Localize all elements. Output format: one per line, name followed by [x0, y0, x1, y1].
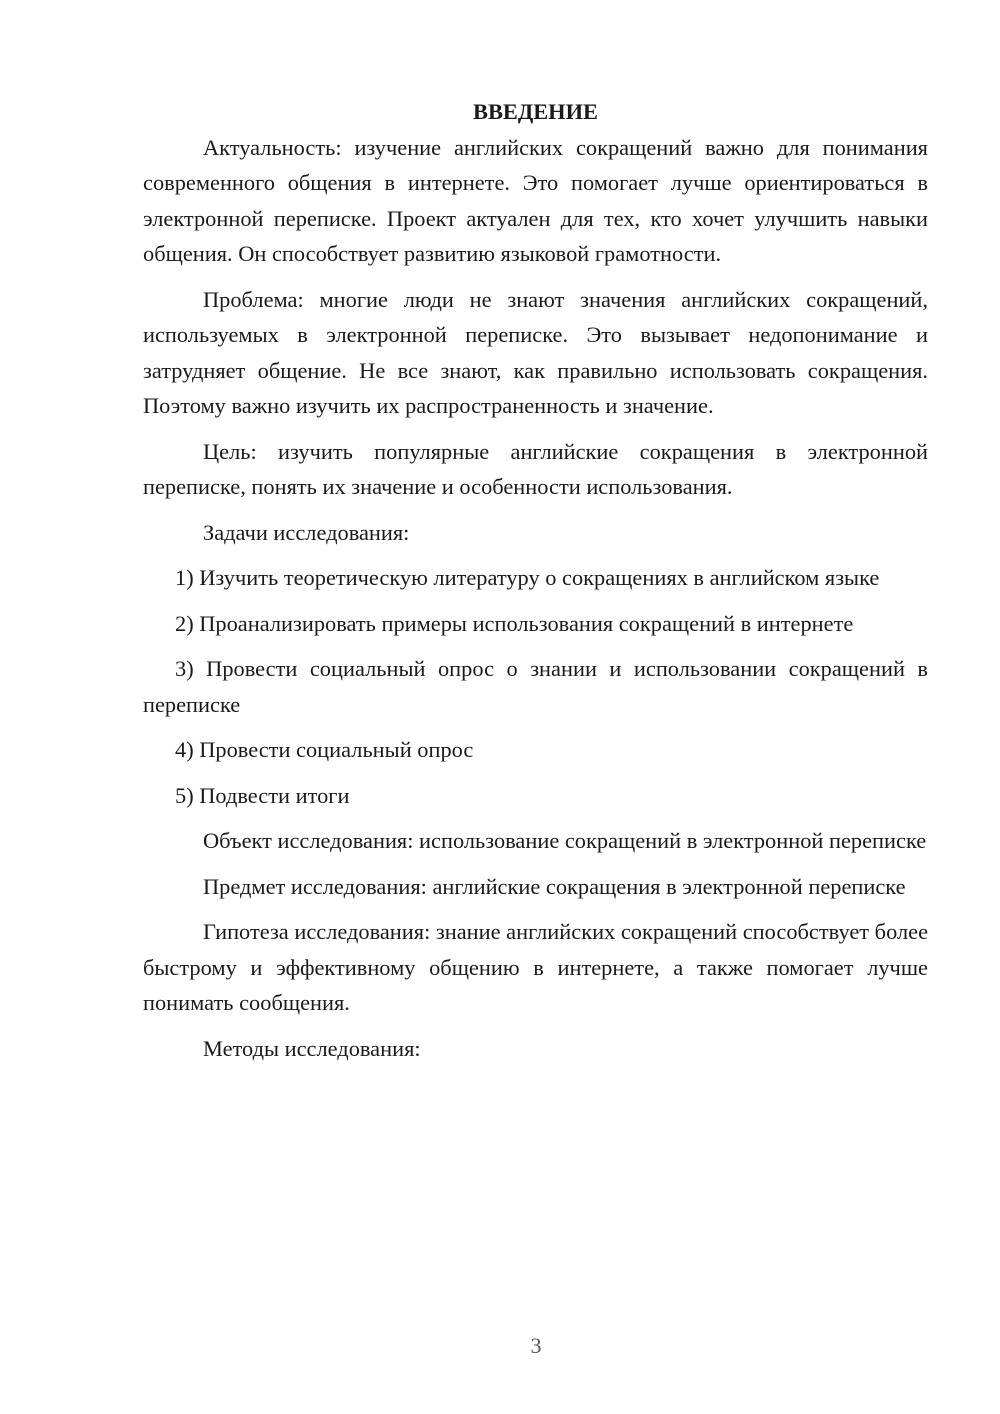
page-number: 3 — [530, 1333, 542, 1358]
problem-paragraph: Проблема: многие люди не знают значения английских сокращений, используемых в электронной переписке. Это вызывает недопонимание и затрудняет общение. Не все знают, как правильно использовать сокращения. Поэтому важно изучить их распространенность и значение. — [143, 286, 928, 418]
page-content — [143, 94, 928, 1076]
hypothesis-paragraph: Гипотеза исследования: знание английских сокращений способствует более быстрому и эффективному общению в интернете, а также помогает лучше понимать сообщения. — [143, 919, 929, 1015]
relevance-paragraph: Актуальность: изучение английских сокращений важно для понимания современного общения в интернете. Это помогает лучше ориентироваться в электронной переписке. Проект актуален для тех, кто хочет улучшить навыки общения. Он способствует развитию языковой грамотности. — [143, 134, 928, 266]
goal-paragraph: Цель: изучить популярные английские сокращения в электронной переписке, понять их значение и особенности использования. — [143, 438, 928, 499]
task-item: 2) Проанализировать примеры использования сокращений в интернете — [175, 610, 854, 636]
subject-paragraph: Предмет исследования: английские сокращения в электронной переписке — [203, 873, 906, 899]
task-item: 4) Провести социальный опрос — [175, 737, 474, 762]
object-paragraph: Объект исследования: использование сокращений в электронной переписке — [203, 828, 927, 853]
task-item: 3) Провести социальный опрос о знании и использовании сокращений в переписке — [143, 656, 928, 717]
task-item: 1) Изучить теоретическую литературу о сокращениях в английском языке — [175, 565, 880, 590]
section-title: ВВЕДЕНИЕ — [473, 99, 598, 124]
task-item: 5) Подвести итоги — [175, 782, 350, 808]
tasks-heading: Задачи исследования: — [203, 519, 410, 545]
methods-heading: Методы исследования: — [203, 1035, 421, 1061]
